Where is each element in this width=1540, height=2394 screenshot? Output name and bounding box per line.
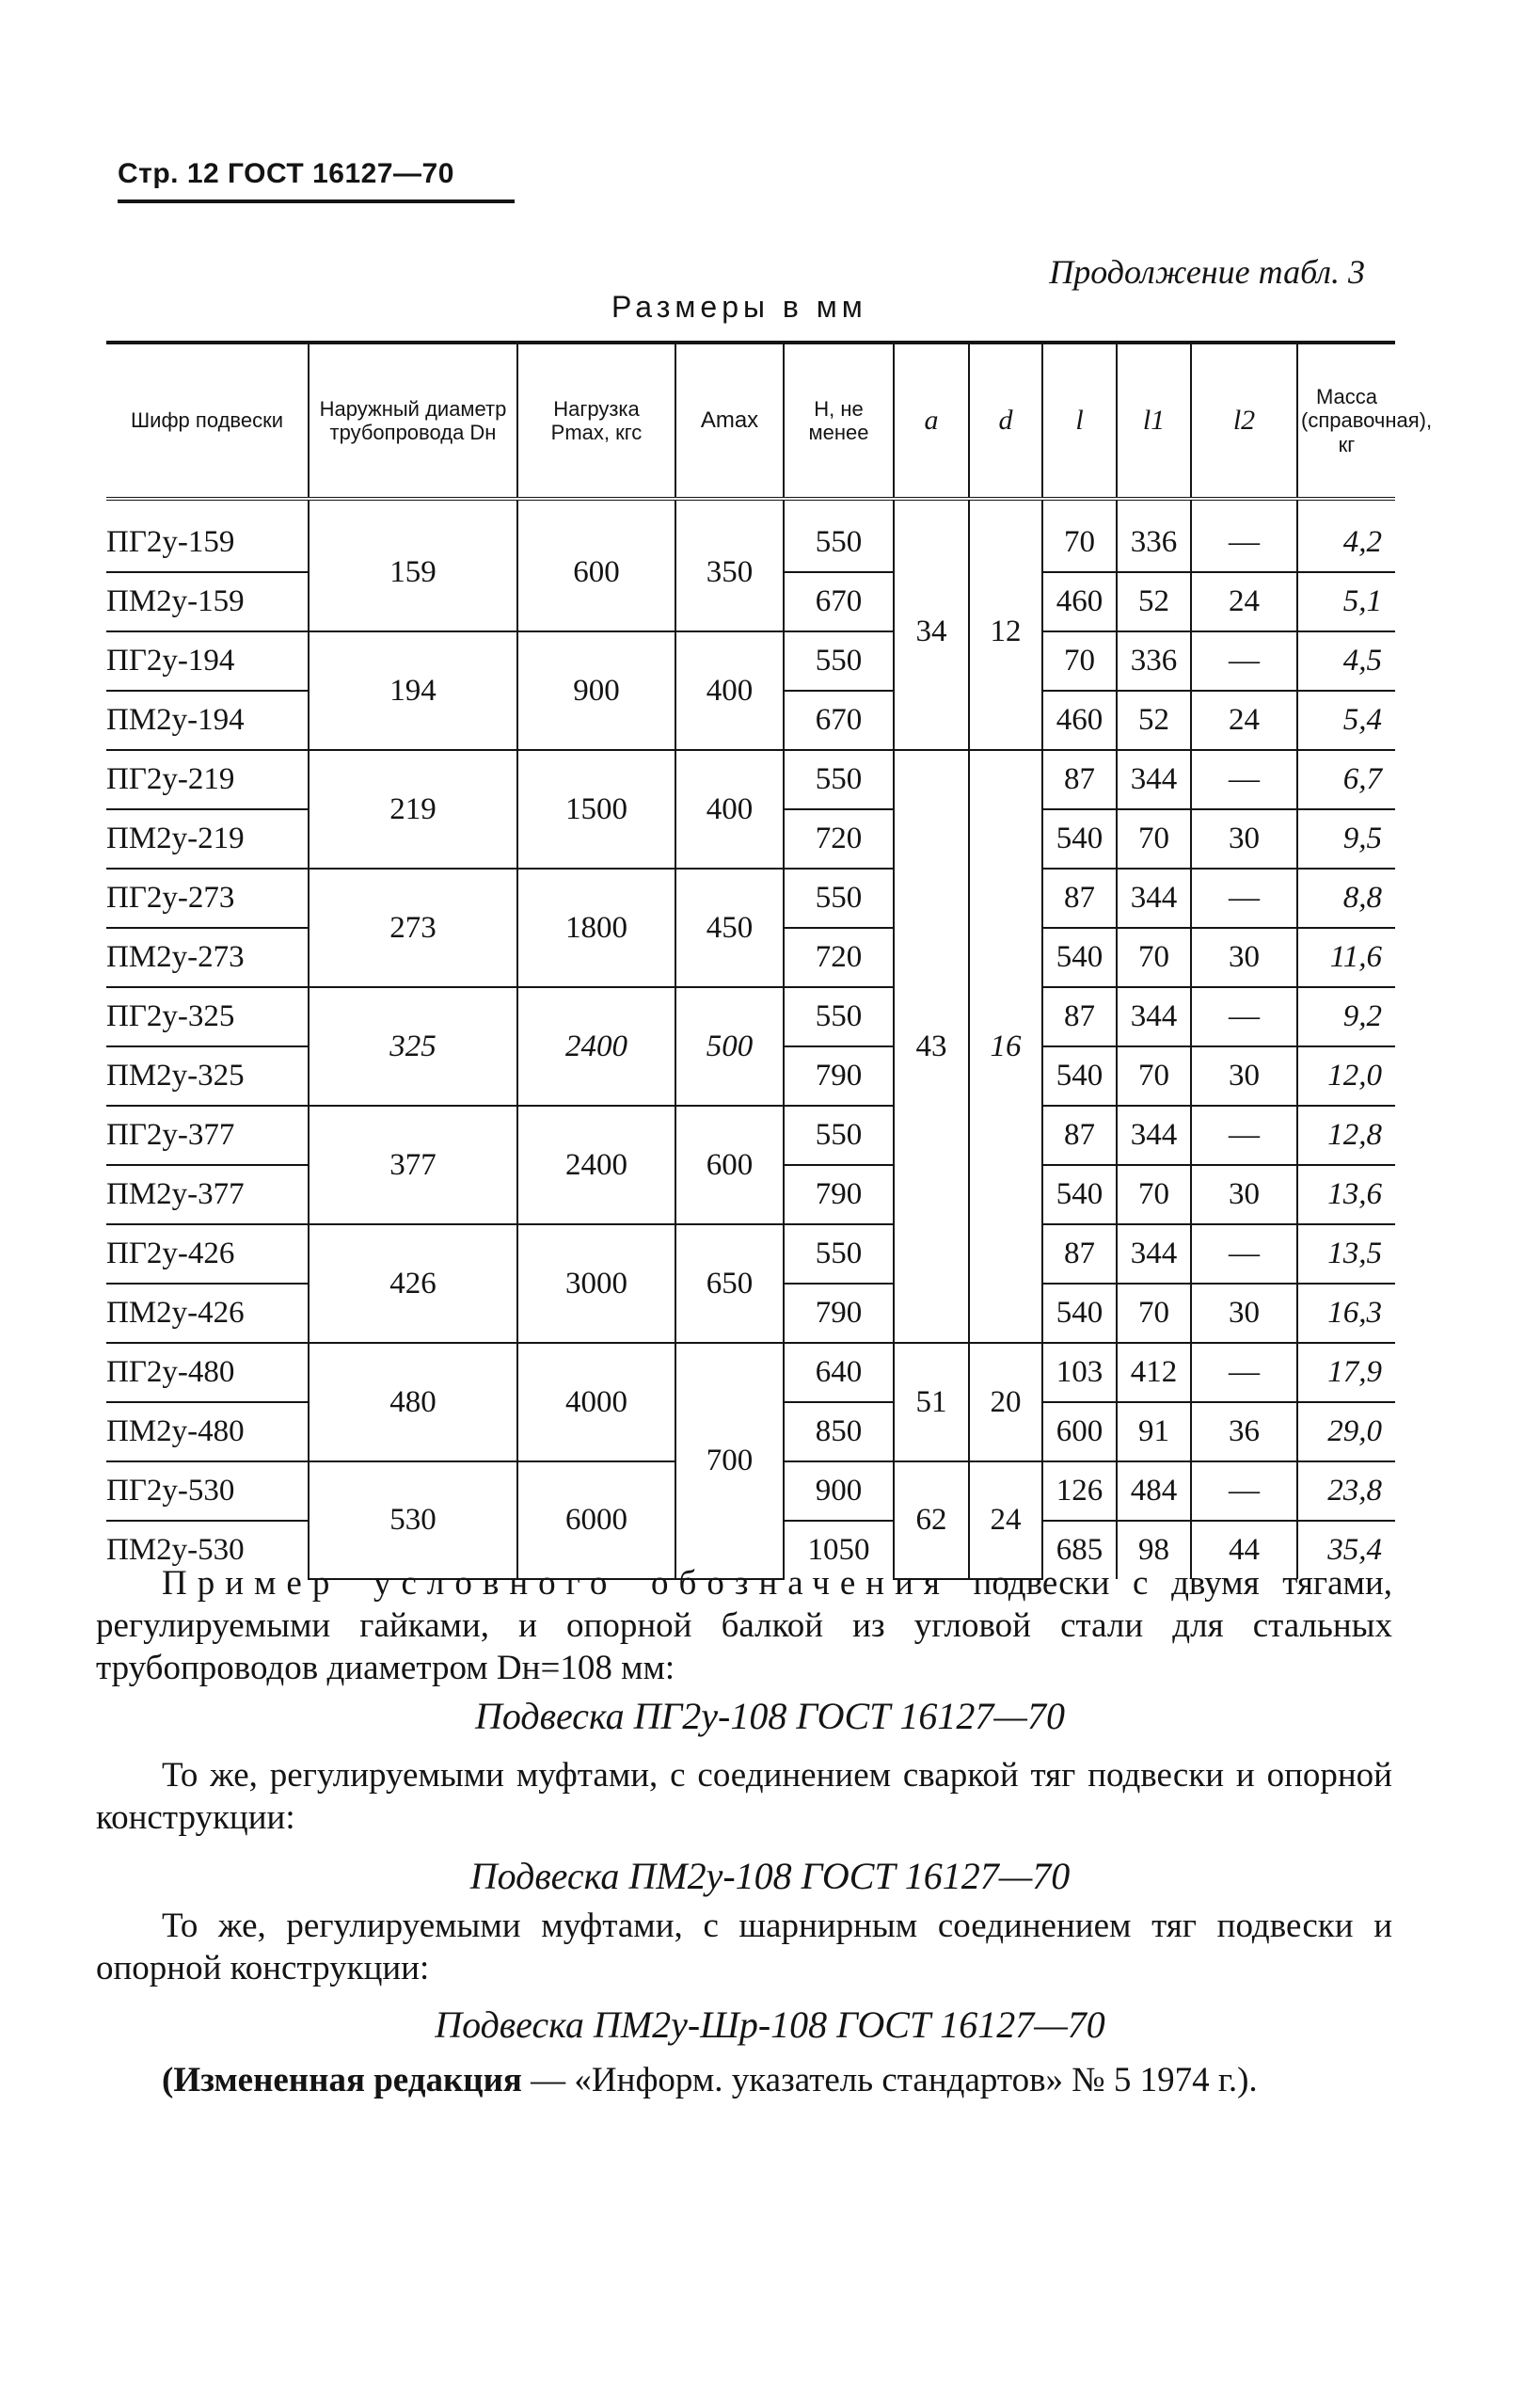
table-row xyxy=(106,1343,1395,1402)
cell-code: ПМ2у-480 xyxy=(106,1402,309,1461)
cell-a-max: 400 xyxy=(675,631,784,750)
cell-code: ПГ2у-194 xyxy=(106,631,309,691)
cell-l2: 36 xyxy=(1191,1402,1297,1461)
designation-1: Подвеска ПГ2у-108 ГОСТ 16127—70 xyxy=(475,1695,1065,1737)
cell-l1: 344 xyxy=(1117,1106,1191,1165)
header-a: a xyxy=(894,343,969,499)
cell-load: 1800 xyxy=(517,869,675,987)
cell-l1: 70 xyxy=(1117,928,1191,987)
cell-l: 103 xyxy=(1042,1343,1117,1402)
cell-l2: — xyxy=(1191,1343,1297,1402)
cell-mass: 12,8 xyxy=(1297,1106,1395,1165)
cell-mass: 23,8 xyxy=(1297,1461,1395,1521)
example-text: подвески с двумя тягами, регулируемыми гайками, и опорной балкой из угловой стали для стальных трубопроводов диаметром Dн=108 мм: xyxy=(96,1564,1392,1687)
paragraph-2: То же, регулируемыми муфтами, с соединением сваркой тяг подвески и опорной конструкции: xyxy=(96,1756,1392,1837)
cell-l: 87 xyxy=(1042,869,1117,928)
header-d: d xyxy=(969,343,1042,499)
cell-l2: 24 xyxy=(1191,572,1297,631)
cell-h: 670 xyxy=(784,691,894,750)
cell-a-max: 650 xyxy=(675,1224,784,1343)
cell-l1: 344 xyxy=(1117,750,1191,809)
cell-diameter: 530 xyxy=(309,1461,517,1579)
cell-h: 900 xyxy=(784,1461,894,1521)
cell-h: 550 xyxy=(784,1106,894,1165)
cell-a-max: 500 xyxy=(675,987,784,1106)
cell-l1: 70 xyxy=(1117,1046,1191,1106)
cell-mass: 17,9 xyxy=(1297,1343,1395,1402)
continuation-label: Продолжение табл. 3 xyxy=(1049,253,1365,291)
cell-code: ПМ2у-273 xyxy=(106,928,309,987)
cell-code: ПГ2у-377 xyxy=(106,1106,309,1165)
cell-code: ПМ2у-159 xyxy=(106,572,309,631)
table-row xyxy=(106,750,1395,809)
cell-diameter: 480 xyxy=(309,1343,517,1461)
cell-code: ПГ2у-273 xyxy=(106,869,309,928)
cell-l1: 344 xyxy=(1117,1224,1191,1284)
table-row xyxy=(106,987,1395,1046)
cell-mass: 5,4 xyxy=(1297,691,1395,750)
table-header-row xyxy=(106,343,1395,499)
cell-a-max: 600 xyxy=(675,1106,784,1224)
cell-code: ПГ2у-219 xyxy=(106,750,309,809)
amendment-bold: (Измененная редакция xyxy=(162,2061,522,2099)
cell-a-max: 700 xyxy=(675,1343,784,1579)
cell-d: 20 xyxy=(969,1343,1042,1461)
cell-diameter: 219 xyxy=(309,750,517,869)
cell-l: 70 xyxy=(1042,499,1117,572)
cell-load: 600 xyxy=(517,499,675,631)
cell-l2: — xyxy=(1191,499,1297,572)
cell-l: 87 xyxy=(1042,987,1117,1046)
cell-diameter: 426 xyxy=(309,1224,517,1343)
cell-l1: 412 xyxy=(1117,1343,1191,1402)
cell-l: 685 xyxy=(1042,1521,1117,1579)
cell-l1: 344 xyxy=(1117,987,1191,1046)
header-a-max: Amax xyxy=(675,343,784,499)
cell-l2: — xyxy=(1191,987,1297,1046)
cell-h: 640 xyxy=(784,1343,894,1402)
header-mass: Масса (справочная), кг xyxy=(1297,343,1395,499)
cell-code: ПГ2у-159 xyxy=(106,499,309,572)
cell-h: 790 xyxy=(784,1165,894,1224)
cell-mass: 5,1 xyxy=(1297,572,1395,631)
cell-l: 600 xyxy=(1042,1402,1117,1461)
cell-d: 16 xyxy=(969,750,1042,1343)
cell-l2: 24 xyxy=(1191,691,1297,750)
designation-2: Подвеска ПМ2у-108 ГОСТ 16127—70 xyxy=(469,1855,1071,1897)
cell-mass: 4,2 xyxy=(1297,499,1395,572)
cell-l2: — xyxy=(1191,1224,1297,1284)
example-lead: Пример условного обозначения xyxy=(162,1564,950,1603)
cell-mass: 6,7 xyxy=(1297,750,1395,809)
cell-h: 720 xyxy=(784,809,894,869)
cell-d: 24 xyxy=(969,1461,1042,1579)
cell-code: ПГ2у-530 xyxy=(106,1461,309,1521)
cell-l2: 30 xyxy=(1191,1046,1297,1106)
cell-code: ПМ2у-530 xyxy=(106,1533,245,1567)
cell-load: 900 xyxy=(517,631,675,750)
cell-h: 670 xyxy=(784,572,894,631)
cell-mass: 29,0 xyxy=(1297,1402,1395,1461)
cell-load: 1500 xyxy=(517,750,675,869)
cell-h: 550 xyxy=(784,1224,894,1284)
cell-h: 720 xyxy=(784,928,894,987)
cell-code: ПМ2у-377 xyxy=(106,1165,309,1224)
cell-l2: 30 xyxy=(1191,1284,1297,1343)
cell-l1: 52 xyxy=(1117,572,1191,631)
paragraph-3: То же, регулируемыми муфтами, с шарнирным соединением тяг подвески и опорной конструкции: xyxy=(96,1907,1392,1987)
header-l: l xyxy=(1042,343,1117,499)
cell-l2: 30 xyxy=(1191,928,1297,987)
cell-mass: 12,0 xyxy=(1297,1046,1395,1106)
cell-load: 3000 xyxy=(517,1224,675,1343)
cell-diameter: 273 xyxy=(309,869,517,987)
cell-a-max: 450 xyxy=(675,869,784,987)
cell-load: 6000 xyxy=(517,1461,675,1579)
cell-l: 540 xyxy=(1042,809,1117,869)
dimensions-table xyxy=(106,341,1433,1580)
cell-h: 850 xyxy=(784,1402,894,1461)
cell-l1: 70 xyxy=(1117,809,1191,869)
cell-l2: — xyxy=(1191,631,1297,691)
cell-mass: 13,5 xyxy=(1297,1224,1395,1284)
cell-mass: 8,8 xyxy=(1297,869,1395,928)
table-row xyxy=(106,869,1395,928)
cell-l2: — xyxy=(1191,1461,1297,1521)
cell-l2: — xyxy=(1191,1106,1297,1165)
cell-l: 540 xyxy=(1042,1284,1117,1343)
cell-code: ПМ2у-426 xyxy=(106,1284,309,1343)
cell-mass: 11,6 xyxy=(1297,928,1395,987)
cell-a-max: 400 xyxy=(675,750,784,869)
cell-d: 12 xyxy=(969,499,1042,750)
header-l2: l2 xyxy=(1191,343,1297,499)
cell-a: 43 xyxy=(894,750,969,1343)
cell-a: 51 xyxy=(894,1343,969,1461)
cell-code: ПМ2у-325 xyxy=(106,1046,309,1106)
page-header: Стр. 12 ГОСТ 16127—70 xyxy=(118,158,454,189)
cell-a-max: 350 xyxy=(675,499,784,631)
cell-load: 2400 xyxy=(517,987,675,1106)
cell-l2: 30 xyxy=(1191,1165,1297,1224)
cell-mass: 9,5 xyxy=(1297,809,1395,869)
cell-l2: — xyxy=(1191,869,1297,928)
cell-code: ПМ2у-219 xyxy=(106,809,309,869)
header-h: H, не менее xyxy=(784,343,894,499)
header-load: Нагрузка Pmax, кгс xyxy=(517,343,675,499)
cell-h: 550 xyxy=(784,987,894,1046)
cell-code: ПГ2у-426 xyxy=(106,1224,309,1284)
cell-load: 2400 xyxy=(517,1106,675,1224)
cell-h: 550 xyxy=(784,869,894,928)
cell-l2: 44 xyxy=(1191,1521,1297,1579)
cell-code: ПМ2у-194 xyxy=(106,691,309,750)
cell-diameter: 377 xyxy=(309,1106,517,1224)
cell-l: 87 xyxy=(1042,1224,1117,1284)
cell-h: 550 xyxy=(784,631,894,691)
amendment-rest: — «Информ. указатель стандартов» № 5 1974 г.). xyxy=(531,2061,1258,2099)
cell-l: 70 xyxy=(1042,631,1117,691)
cell-diameter: 194 xyxy=(309,631,517,750)
designation-3: Подвеска ПМ2у-Шр-108 ГОСТ 16127—70 xyxy=(435,2003,1105,2046)
cell-l1: 336 xyxy=(1117,631,1191,691)
cell-l1: 336 xyxy=(1117,499,1191,572)
cell-l1: 484 xyxy=(1117,1461,1191,1521)
cell-l: 87 xyxy=(1042,1106,1117,1165)
cell-l1: 98 xyxy=(1117,1521,1191,1579)
cell-l1: 344 xyxy=(1117,869,1191,928)
cell-mass: 4,5 xyxy=(1297,631,1395,691)
cell-h: 550 xyxy=(784,750,894,809)
cell-l1: 70 xyxy=(1117,1284,1191,1343)
header-diameter: Наружный диаметр трубопровода Dн xyxy=(309,343,517,499)
cell-l: 126 xyxy=(1042,1461,1117,1521)
header-l1: l1 xyxy=(1117,343,1191,499)
cell-code: ПГ2у-325 xyxy=(106,987,309,1046)
header-code: Шифр подвески xyxy=(106,343,309,499)
table-row xyxy=(106,1224,1395,1284)
amendment-note xyxy=(96,2059,1392,2101)
cell-load: 4000 xyxy=(517,1343,675,1461)
cell-code: ПГ2у-480 xyxy=(106,1343,309,1402)
example-paragraph xyxy=(96,1562,1392,1689)
table-row xyxy=(106,631,1395,691)
cell-mass: 16,3 xyxy=(1297,1284,1395,1343)
cell-l: 87 xyxy=(1042,750,1117,809)
table-row xyxy=(106,499,1395,572)
cell-l2: — xyxy=(1191,750,1297,809)
cell-diameter: 325 xyxy=(309,987,517,1106)
cell-a: 62 xyxy=(894,1461,969,1579)
cell-mass: 35,4 xyxy=(1297,1521,1395,1579)
table-row xyxy=(106,1106,1395,1165)
cell-l1: 52 xyxy=(1117,691,1191,750)
cell-l2: 30 xyxy=(1191,809,1297,869)
cell-h: 790 xyxy=(784,1046,894,1106)
cell-l: 540 xyxy=(1042,1165,1117,1224)
cell-mass: 9,2 xyxy=(1297,987,1395,1046)
dimensions-label: Размеры в мм xyxy=(611,290,867,324)
cell-l: 460 xyxy=(1042,572,1117,631)
cell-h: 1050 xyxy=(784,1521,894,1579)
cell-l: 540 xyxy=(1042,1046,1117,1106)
cell-h: 790 xyxy=(784,1284,894,1343)
cell-l1: 70 xyxy=(1117,1165,1191,1224)
cell-l1: 91 xyxy=(1117,1402,1191,1461)
header-rule xyxy=(118,200,515,203)
cell-diameter: 159 xyxy=(309,499,517,631)
cell-mass: 13,6 xyxy=(1297,1165,1395,1224)
cell-l: 540 xyxy=(1042,928,1117,987)
cell-h: 550 xyxy=(784,499,894,572)
cell-l: 460 xyxy=(1042,691,1117,750)
cell-a: 34 xyxy=(894,499,969,750)
